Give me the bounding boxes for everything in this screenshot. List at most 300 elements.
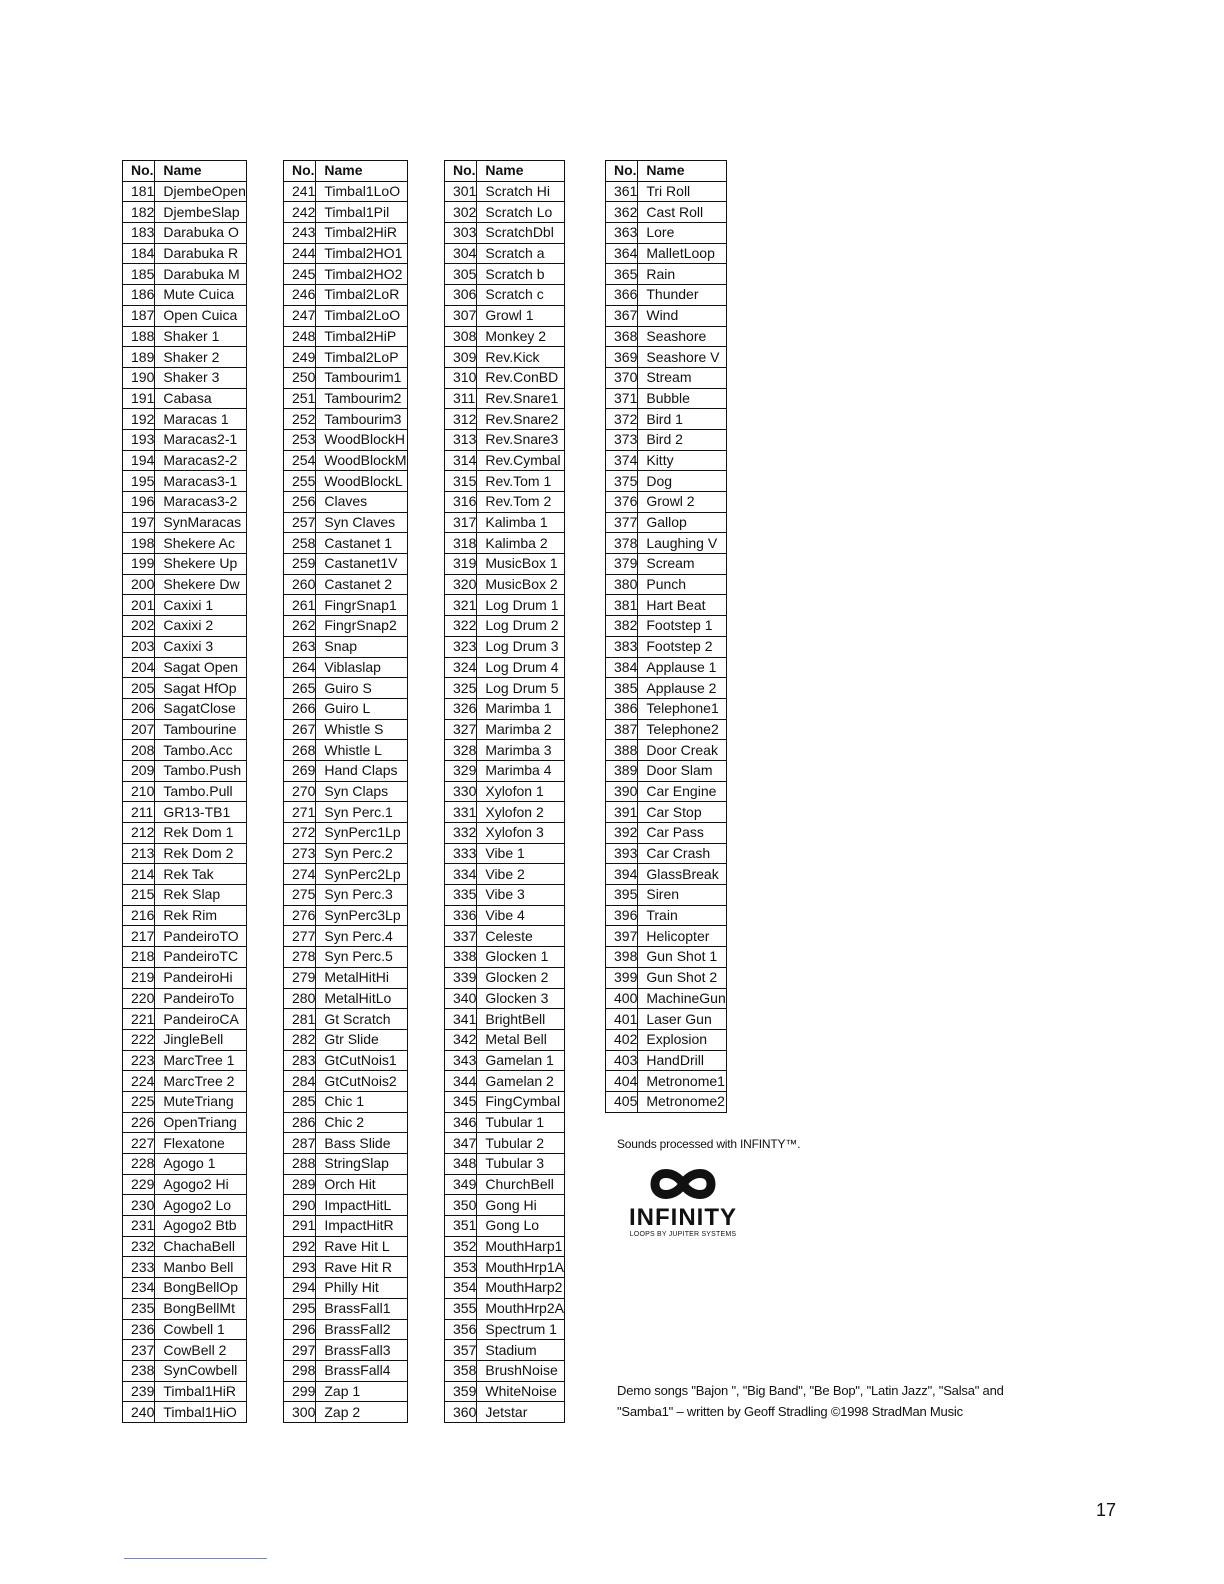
sound-number: 325 — [445, 678, 477, 699]
table-row — [284, 926, 408, 947]
sound-name: Dog — [638, 471, 726, 492]
sound-name: SynPerc2Lp — [316, 864, 407, 885]
sound-name: Viblaslap — [316, 657, 407, 678]
sound-number: 274 — [284, 864, 316, 885]
table-row — [123, 1216, 247, 1237]
header-no: No. — [445, 161, 477, 182]
sound-name: Tambourim2 — [316, 388, 407, 409]
sound-number: 374 — [606, 450, 638, 471]
sound-number: 353 — [445, 1257, 477, 1278]
sound-name: Manbo Bell — [155, 1257, 247, 1278]
sound-name: WoodBlockM — [316, 450, 407, 471]
sound-number: 382 — [606, 616, 638, 637]
sound-number: 354 — [445, 1278, 477, 1299]
sound-name: Timbal2HO1 — [316, 243, 407, 264]
sound-table-column-4 — [605, 160, 727, 1113]
table-row — [445, 202, 565, 223]
table-row — [123, 926, 247, 947]
table-row — [606, 926, 727, 947]
sound-table-column-1 — [122, 160, 247, 1423]
sound-name: Footstep 2 — [638, 636, 726, 657]
table-row — [445, 243, 565, 264]
sound-number: 302 — [445, 202, 477, 223]
sound-name: DjembeSlap — [155, 202, 247, 223]
table-row — [445, 1360, 565, 1381]
sound-name: Castanet1V — [316, 554, 407, 575]
table-row — [606, 285, 727, 306]
table-row — [606, 1009, 727, 1030]
sound-number: 212 — [123, 823, 155, 844]
sound-name: Telephone2 — [638, 719, 726, 740]
sound-name: Gallop — [638, 512, 726, 533]
table-row — [606, 719, 727, 740]
sound-name: PandeiroTo — [155, 988, 247, 1009]
sound-number: 341 — [445, 1009, 477, 1030]
sound-number: 304 — [445, 243, 477, 264]
sound-name: PandeiroTO — [155, 926, 247, 947]
sound-number: 223 — [123, 1050, 155, 1071]
table-row — [606, 554, 727, 575]
table-row — [123, 347, 247, 368]
sound-name: Growl 2 — [638, 492, 726, 513]
table-row — [606, 264, 727, 285]
table-row — [284, 967, 408, 988]
table-row — [606, 1071, 727, 1092]
table-row — [445, 533, 565, 554]
sound-name: Train — [638, 905, 726, 926]
sound-number: 324 — [445, 657, 477, 678]
sound-number: 244 — [284, 243, 316, 264]
sound-number: 197 — [123, 512, 155, 533]
header-name: Name — [155, 161, 247, 182]
sound-number: 266 — [284, 698, 316, 719]
sound-number: 370 — [606, 367, 638, 388]
sound-number: 221 — [123, 1009, 155, 1030]
table-row — [445, 905, 565, 926]
table-row — [606, 864, 727, 885]
sound-name: Tambo.Push — [155, 760, 247, 781]
table-row — [445, 492, 565, 513]
sound-number: 306 — [445, 285, 477, 306]
table-row — [606, 636, 727, 657]
sound-number: 206 — [123, 698, 155, 719]
table-row — [284, 823, 408, 844]
sound-number: 190 — [123, 367, 155, 388]
sound-number: 286 — [284, 1112, 316, 1133]
table-row — [606, 1050, 727, 1071]
sound-name: Rev.Snare1 — [477, 388, 565, 409]
sound-number: 301 — [445, 181, 477, 202]
sound-name: Door Slam — [638, 760, 726, 781]
table-row — [123, 512, 247, 533]
table-row — [284, 988, 408, 1009]
sound-name: Car Engine — [638, 781, 726, 802]
sound-name: Gamelan 2 — [477, 1071, 565, 1092]
table-row — [284, 947, 408, 968]
sound-name: JingleBell — [155, 1029, 247, 1050]
sound-number: 233 — [123, 1257, 155, 1278]
sound-name: Tambourim1 — [316, 367, 407, 388]
sound-name: Open Cuica — [155, 305, 247, 326]
sound-name: Maracas 1 — [155, 409, 247, 430]
sound-name: BrassFall4 — [316, 1360, 407, 1381]
sound-name: Glocken 1 — [477, 947, 565, 968]
table-row — [445, 1216, 565, 1237]
sound-number: 279 — [284, 967, 316, 988]
sound-number: 280 — [284, 988, 316, 1009]
sound-number: 345 — [445, 1091, 477, 1112]
table-row — [284, 223, 408, 244]
sound-name: Tambo.Pull — [155, 781, 247, 802]
table-row — [123, 450, 247, 471]
table-row — [123, 305, 247, 326]
sound-name: MetalHitLo — [316, 988, 407, 1009]
sound-name: Caxixi 2 — [155, 616, 247, 637]
table-row — [123, 492, 247, 513]
sound-name: Monkey 2 — [477, 326, 565, 347]
table-row — [123, 181, 247, 202]
sound-number: 318 — [445, 533, 477, 554]
sound-name: Rek Rim — [155, 905, 247, 926]
header-no: No. — [284, 161, 316, 182]
sound-number: 251 — [284, 388, 316, 409]
table-row — [284, 1091, 408, 1112]
sound-name: MouthHarp2 — [477, 1278, 565, 1299]
table-row — [284, 243, 408, 264]
table-row — [123, 823, 247, 844]
table-row — [123, 1319, 247, 1340]
sound-name: Orch Hit — [316, 1174, 407, 1195]
table-row — [123, 740, 247, 761]
sound-number: 385 — [606, 678, 638, 699]
table-row — [284, 740, 408, 761]
sound-number: 376 — [606, 492, 638, 513]
table-row — [284, 512, 408, 533]
sound-name: Rev.Tom 2 — [477, 492, 565, 513]
sound-number: 199 — [123, 554, 155, 575]
sound-number: 245 — [284, 264, 316, 285]
sound-name: Marimba 1 — [477, 698, 565, 719]
sound-number: 388 — [606, 740, 638, 761]
table-row — [445, 1071, 565, 1092]
table-row — [123, 264, 247, 285]
sound-name: ChurchBell — [477, 1174, 565, 1195]
sound-number: 273 — [284, 843, 316, 864]
table-row — [284, 636, 408, 657]
sound-name: BongBellMt — [155, 1298, 247, 1319]
table-row — [284, 264, 408, 285]
sound-number: 336 — [445, 905, 477, 926]
sound-name: MusicBox 2 — [477, 574, 565, 595]
table-row — [445, 450, 565, 471]
sound-number: 238 — [123, 1360, 155, 1381]
sound-number: 236 — [123, 1319, 155, 1340]
sound-name: Timbal2HiP — [316, 326, 407, 347]
sound-name: MouthHarp1 — [477, 1236, 565, 1257]
table-row — [606, 781, 727, 802]
table-row — [123, 202, 247, 223]
sound-name: Stream — [638, 367, 726, 388]
sound-name: MetalHitHi — [316, 967, 407, 988]
sound-name: Agogo2 Hi — [155, 1174, 247, 1195]
table-row — [606, 698, 727, 719]
sound-name: Maracas2-1 — [155, 429, 247, 450]
sound-name: Rek Dom 2 — [155, 843, 247, 864]
sound-name: Car Stop — [638, 802, 726, 823]
sound-name: PandeiroHi — [155, 967, 247, 988]
sound-number: 214 — [123, 864, 155, 885]
table-row — [445, 1319, 565, 1340]
table-row — [284, 1340, 408, 1361]
sound-name: Gt Scratch — [316, 1009, 407, 1030]
sound-number: 319 — [445, 554, 477, 575]
table-row — [284, 1154, 408, 1175]
table-row — [123, 1071, 247, 1092]
sound-number: 225 — [123, 1091, 155, 1112]
sound-name: MarcTree 1 — [155, 1050, 247, 1071]
sound-name: Claves — [316, 492, 407, 513]
sound-name: FingCymbal — [477, 1091, 565, 1112]
sound-number: 357 — [445, 1340, 477, 1361]
table-row — [606, 388, 727, 409]
table-row — [123, 388, 247, 409]
table-row — [445, 988, 565, 1009]
sound-number: 216 — [123, 905, 155, 926]
sound-name: Syn Claves — [316, 512, 407, 533]
sound-number: 360 — [445, 1402, 477, 1423]
table-header-row — [606, 161, 727, 182]
sound-number: 389 — [606, 760, 638, 781]
sound-name: Applause 2 — [638, 678, 726, 699]
sound-number: 204 — [123, 657, 155, 678]
table-row — [123, 1340, 247, 1361]
sound-name: Helicopter — [638, 926, 726, 947]
sound-number: 201 — [123, 595, 155, 616]
sound-name: Maracas3-2 — [155, 492, 247, 513]
sound-number: 349 — [445, 1174, 477, 1195]
sound-number: 358 — [445, 1360, 477, 1381]
sound-number: 338 — [445, 947, 477, 968]
sound-number: 227 — [123, 1133, 155, 1154]
table-row — [123, 616, 247, 637]
table-row — [284, 657, 408, 678]
table-row — [445, 326, 565, 347]
sound-number: 191 — [123, 388, 155, 409]
table-row — [606, 678, 727, 699]
table-row — [606, 988, 727, 1009]
table-row — [284, 388, 408, 409]
sound-number: 234 — [123, 1278, 155, 1299]
sound-name: Castanet 2 — [316, 574, 407, 595]
sound-name: Syn Perc.2 — [316, 843, 407, 864]
sound-number: 348 — [445, 1154, 477, 1175]
sound-name: Telephone1 — [638, 698, 726, 719]
sound-number: 293 — [284, 1257, 316, 1278]
table-row — [445, 678, 565, 699]
table-row — [445, 823, 565, 844]
sound-number: 213 — [123, 843, 155, 864]
sound-number: 303 — [445, 223, 477, 244]
sound-number: 321 — [445, 595, 477, 616]
sound-number: 312 — [445, 409, 477, 430]
sound-name: Rev.Kick — [477, 347, 565, 368]
sound-name: StringSlap — [316, 1154, 407, 1175]
sound-name: Laser Gun — [638, 1009, 726, 1030]
sound-number: 271 — [284, 802, 316, 823]
sound-number: 355 — [445, 1298, 477, 1319]
sound-name: Marimba 4 — [477, 760, 565, 781]
sound-name: SynCowbell — [155, 1360, 247, 1381]
table-row — [284, 409, 408, 430]
table-row — [123, 1236, 247, 1257]
sound-number: 364 — [606, 243, 638, 264]
table-row — [123, 326, 247, 347]
sound-number: 224 — [123, 1071, 155, 1092]
sound-number: 350 — [445, 1195, 477, 1216]
sound-name: Agogo2 Lo — [155, 1195, 247, 1216]
table-row — [284, 802, 408, 823]
sound-number: 264 — [284, 657, 316, 678]
table-row — [445, 409, 565, 430]
table-row — [123, 223, 247, 244]
sound-name: PandeiroTC — [155, 947, 247, 968]
sound-number: 404 — [606, 1071, 638, 1092]
sound-name: Growl 1 — [477, 305, 565, 326]
sound-number: 346 — [445, 1112, 477, 1133]
sound-name: SynPerc1Lp — [316, 823, 407, 844]
table-row — [284, 719, 408, 740]
sound-name: Stadium — [477, 1340, 565, 1361]
table-row — [284, 1071, 408, 1092]
table-row — [445, 719, 565, 740]
sound-name: Shaker 2 — [155, 347, 247, 368]
sound-name: Explosion — [638, 1029, 726, 1050]
table-row — [284, 885, 408, 906]
sound-name: PandeiroCA — [155, 1009, 247, 1030]
table-row — [284, 429, 408, 450]
sound-number: 339 — [445, 967, 477, 988]
sound-number: 298 — [284, 1360, 316, 1381]
table-row — [606, 347, 727, 368]
table-row — [606, 181, 727, 202]
sound-name: Rev.Snare2 — [477, 409, 565, 430]
table-row — [445, 429, 565, 450]
sound-name: Kitty — [638, 450, 726, 471]
table-row — [445, 1402, 565, 1423]
table-row — [445, 264, 565, 285]
table-row — [606, 574, 727, 595]
sound-number: 285 — [284, 1091, 316, 1112]
sound-number: 378 — [606, 533, 638, 554]
sound-name: Rev.ConBD — [477, 367, 565, 388]
sound-number: 260 — [284, 574, 316, 595]
sound-name: Rev.Cymbal — [477, 450, 565, 471]
table-row — [606, 243, 727, 264]
sound-name: DjembeOpen — [155, 181, 247, 202]
table-row — [606, 657, 727, 678]
sound-number: 401 — [606, 1009, 638, 1030]
table-row — [284, 347, 408, 368]
table-row — [606, 326, 727, 347]
table-row — [123, 864, 247, 885]
sound-number: 363 — [606, 223, 638, 244]
table-row — [445, 843, 565, 864]
sound-number: 272 — [284, 823, 316, 844]
sound-number: 297 — [284, 1340, 316, 1361]
sound-number: 295 — [284, 1298, 316, 1319]
sound-number: 403 — [606, 1050, 638, 1071]
table-row — [445, 1257, 565, 1278]
sound-number: 369 — [606, 347, 638, 368]
sound-name: Tambourim3 — [316, 409, 407, 430]
sound-number: 361 — [606, 181, 638, 202]
sound-name: MusicBox 1 — [477, 554, 565, 575]
sound-number: 313 — [445, 429, 477, 450]
table-row — [284, 1050, 408, 1071]
sound-number: 405 — [606, 1091, 638, 1112]
table-row — [284, 1360, 408, 1381]
sound-number: 262 — [284, 616, 316, 637]
table-row — [284, 678, 408, 699]
sound-name: Laughing V — [638, 533, 726, 554]
sound-number: 334 — [445, 864, 477, 885]
sound-number: 200 — [123, 574, 155, 595]
sound-name: Log Drum 3 — [477, 636, 565, 657]
table-row — [445, 554, 565, 575]
sound-number: 368 — [606, 326, 638, 347]
sound-name: Gun Shot 2 — [638, 967, 726, 988]
table-row — [123, 471, 247, 492]
table-row — [123, 429, 247, 450]
table-row — [445, 285, 565, 306]
sound-number: 257 — [284, 512, 316, 533]
sound-number: 220 — [123, 988, 155, 1009]
sound-name: Rave Hit R — [316, 1257, 407, 1278]
sound-number: 183 — [123, 223, 155, 244]
sound-number: 265 — [284, 678, 316, 699]
sound-number: 185 — [123, 264, 155, 285]
table-row — [606, 305, 727, 326]
table-row — [123, 533, 247, 554]
sound-name: Cowbell 1 — [155, 1319, 247, 1340]
sound-name: BrassFall1 — [316, 1298, 407, 1319]
table-row — [606, 823, 727, 844]
table-row — [284, 1381, 408, 1402]
sound-name: Tubular 3 — [477, 1154, 565, 1175]
sound-name: MouthHrp2A — [477, 1298, 565, 1319]
sound-name: ScratchDbl — [477, 223, 565, 244]
table-row — [123, 988, 247, 1009]
table-row — [284, 781, 408, 802]
sound-number: 277 — [284, 926, 316, 947]
sound-name: Punch — [638, 574, 726, 595]
table-row — [445, 657, 565, 678]
sound-name: Caxixi 1 — [155, 595, 247, 616]
table-row — [284, 554, 408, 575]
sound-name: Bird 2 — [638, 429, 726, 450]
sound-name: Shekere Dw — [155, 574, 247, 595]
table-row — [123, 1298, 247, 1319]
sound-name: Gong Hi — [477, 1195, 565, 1216]
infinity-credit: Sounds processed with INFINTY™. — [617, 1137, 801, 1151]
table-row — [606, 595, 727, 616]
sound-number: 187 — [123, 305, 155, 326]
table-row — [284, 760, 408, 781]
table-row — [284, 1174, 408, 1195]
table-row — [445, 595, 565, 616]
table-row — [123, 719, 247, 740]
sound-number: 198 — [123, 533, 155, 554]
